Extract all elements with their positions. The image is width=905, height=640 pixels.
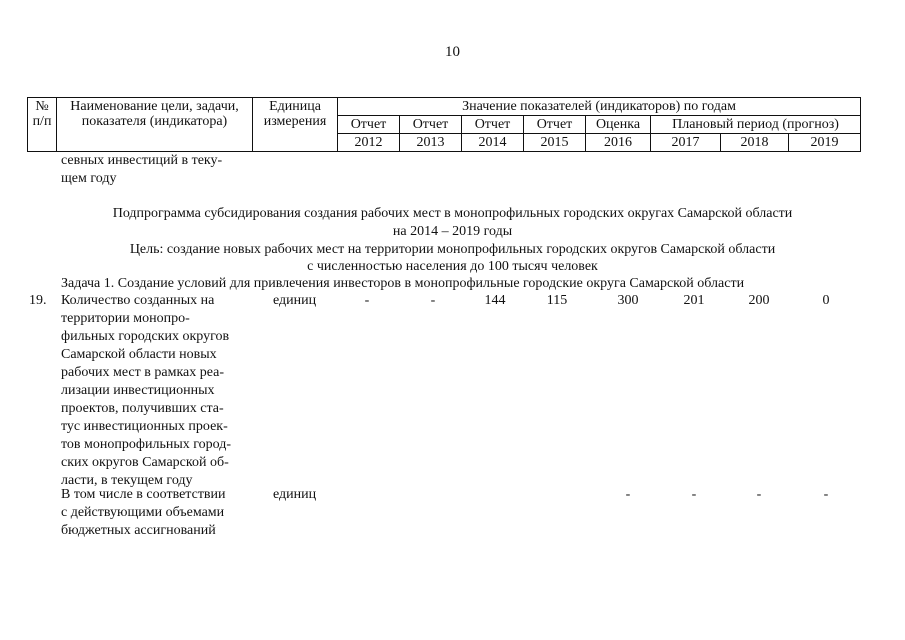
row-sub-name-line-3: бюджетных ассигнований <box>61 523 216 538</box>
row-19-name-line-7: проектов, получивших ста- <box>61 401 224 416</box>
continuation-line-1: севных инвестиций в теку- <box>61 153 223 168</box>
header-label-2014: Отчет <box>462 116 524 134</box>
row-sub-name-line-2: с действующими объемами <box>61 505 225 520</box>
row-19-name-line-6: лизации инвестиционных <box>61 383 215 398</box>
page-number: 10 <box>445 44 460 60</box>
row-19-value-2012: - <box>364 293 370 308</box>
row-19-unit: единиц <box>273 293 317 308</box>
row-19-name-line-4: Самарской области новых <box>61 347 217 362</box>
header-year-2019: 2019 <box>789 134 861 152</box>
header-year-2015: 2015 <box>524 134 586 152</box>
header-plan-period: Плановый период (прогноз) <box>651 116 861 134</box>
header-year-2018: 2018 <box>721 134 789 152</box>
row-19-number: 19. <box>29 293 47 308</box>
subprogram-goal-line-2: с численностью населения до 100 тысяч человек <box>307 259 598 274</box>
header-col-name: Наименование цели, задачи, показателя (индикатора) <box>57 98 253 152</box>
table-header <box>27 97 861 152</box>
row-19-value-2019: 0 <box>822 293 830 308</box>
row-19-name-line-8: тус инвестиционных проек- <box>61 419 228 434</box>
row-19-name-line-3: фильных городских округов <box>61 329 230 344</box>
header-col-no: № п/п <box>28 98 57 152</box>
row-19-value-2016: 300 <box>617 293 639 308</box>
continuation-line-2: щем году <box>61 171 117 186</box>
row-19-name-line-9: тов монопрофильных город- <box>61 437 231 452</box>
row-19-name-line-5: рабочих мест в рамках реа- <box>61 365 225 380</box>
header-year-2016: 2016 <box>586 134 651 152</box>
row-19-value-2015: 115 <box>546 293 568 308</box>
header-year-2017: 2017 <box>651 134 721 152</box>
row-19-value-2013: - <box>430 293 436 308</box>
row-sub-name-line-1: В том числе в соответствии <box>61 487 226 502</box>
row-19-name-line-11: ласти, в текущем году <box>61 473 193 488</box>
header-year-2014: 2014 <box>462 134 524 152</box>
header-label-2012: Отчет <box>338 116 400 134</box>
row-sub-value-2018: - <box>756 487 762 502</box>
header-label-2013: Отчет <box>400 116 462 134</box>
header-col-values: Значение показателей (индикаторов) по годам <box>338 98 861 116</box>
header-label-2016: Оценка <box>586 116 651 134</box>
subprogram-title-line-1: Подпрограмма субсидирования создания рабочих мест в монопрофильных городских округах Самарской области <box>112 206 793 221</box>
row-19-name-line-10: ских округов Самарской об- <box>61 455 229 470</box>
header-col-unit: Единица измерения <box>253 98 338 152</box>
header-label-2015: Отчет <box>524 116 586 134</box>
row-19-value-2014: 144 <box>484 293 506 308</box>
row-sub-unit: единиц <box>273 487 317 502</box>
row-19-name-line-2: территории монопро- <box>61 311 190 326</box>
subprogram-title-line-2: на 2014 – 2019 годы <box>392 224 513 239</box>
header-year-2013: 2013 <box>400 134 462 152</box>
subprogram-goal-line-1: Цель: создание новых рабочих мест на территории монопрофильных городских округов Самарской области <box>129 242 776 257</box>
row-sub-value-2019: - <box>823 487 829 502</box>
row-19-value-2018: 200 <box>748 293 770 308</box>
subprogram-task: Задача 1. Создание условий для привлечения инвесторов в монопрофильные городские округа Самарской области <box>61 276 745 291</box>
row-sub-value-2016: - <box>625 487 631 502</box>
row-19-value-2017: 201 <box>683 293 705 308</box>
row-19-name-line-1: Количество созданных на <box>61 293 215 308</box>
row-sub-value-2017: - <box>691 487 697 502</box>
header-year-2012: 2012 <box>338 134 400 152</box>
